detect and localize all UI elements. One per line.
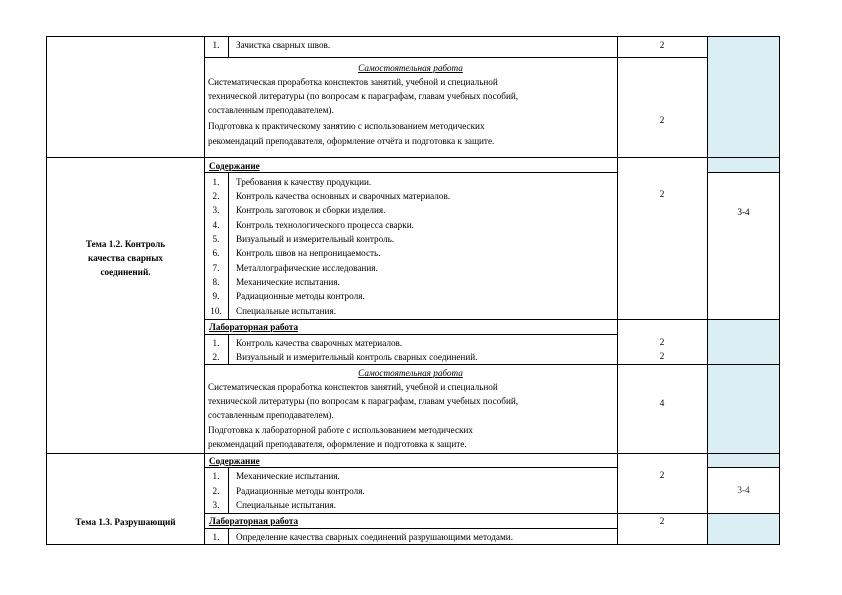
table-border <box>204 319 780 320</box>
item-number: 2. <box>212 486 220 496</box>
item-number: 2. <box>212 352 220 362</box>
item-number: 1. <box>212 177 220 187</box>
sr-hours: 4 <box>659 398 665 408</box>
table-border <box>707 36 708 545</box>
sr-hours: 2 <box>659 115 665 125</box>
item-text: Специальные испытания. <box>236 306 336 316</box>
item-text: Контроль качества основных и сварочных материалов. <box>236 191 451 201</box>
item-text: Контроль заготовок и сборки изделия. <box>236 205 386 215</box>
table-border <box>204 57 618 58</box>
level-cell-shade <box>708 453 779 467</box>
table-border <box>707 467 780 468</box>
item-text: Зачистка сварных швов. <box>236 40 331 50</box>
table-border <box>46 36 47 545</box>
table-border <box>617 57 707 58</box>
table-border <box>46 157 780 158</box>
table-border <box>228 36 229 57</box>
item-text: Контроль качества сварочных материалов. <box>236 338 403 348</box>
table-border <box>204 334 618 335</box>
table-border <box>228 528 229 544</box>
table-border <box>46 544 780 545</box>
item-number: 7. <box>212 263 220 273</box>
sr-line: составленным преподавателем). <box>208 410 334 420</box>
item-text: Радиационные методы контроля. <box>236 291 365 301</box>
item-number: 6. <box>212 248 220 258</box>
level-cell-shade <box>708 37 779 157</box>
lab-label: Лабораторная работа <box>209 516 299 526</box>
sr-line: Систематическая проработка конспектов занятий, учебной и специальной <box>208 382 498 392</box>
level-value: 3-4 <box>737 485 750 495</box>
item-hours: 2 <box>659 351 665 361</box>
sr-line: составленным преподавателем). <box>208 105 334 115</box>
item-text: Контроль швов на непроницаемость. <box>236 248 381 258</box>
item-text: Требования к качеству продукции. <box>236 177 372 187</box>
level-cell-shade <box>708 158 779 172</box>
item-text: Механические испытания. <box>236 471 340 481</box>
item-text: Определение качества сварных соединений разрушающими методами. <box>236 532 513 542</box>
table-border <box>204 467 618 468</box>
item-number: 3. <box>212 205 220 215</box>
table-border <box>228 334 229 364</box>
item-number: 8. <box>212 277 220 287</box>
content-hours: 2 <box>659 189 665 199</box>
item-number: 1. <box>212 471 220 481</box>
table-border <box>707 172 780 173</box>
level-cell-shade <box>708 319 779 364</box>
content-label: Содержание <box>209 161 260 171</box>
level-cell-shade <box>708 365 779 453</box>
sr-line: Подготовка к лабораторной работе с использованием методических <box>208 425 474 435</box>
item-number: 2. <box>212 191 220 201</box>
item-number: 4. <box>212 220 220 230</box>
table-border <box>228 172 229 319</box>
table-border <box>228 467 229 513</box>
sr-title: Самостоятельная работа <box>358 63 463 73</box>
table-border <box>46 453 780 454</box>
item-number: 5. <box>212 234 220 244</box>
table-border <box>46 36 780 37</box>
item-hours: 2 <box>659 337 665 347</box>
item-text: Металлографические исследования. <box>236 263 378 273</box>
content-hours: 2 <box>659 470 665 480</box>
item-hours: 2 <box>659 40 665 50</box>
item-text: Визуальный и измерительный контроль. <box>236 234 395 244</box>
item-text: Специальные испытания. <box>236 500 336 510</box>
item-number: 10. <box>210 306 222 316</box>
table-border <box>204 528 618 529</box>
item-text: Механические испытания. <box>236 277 340 287</box>
sr-line: технической литературы (по вопросам к параграфам, главам учебных пособий, <box>208 396 519 406</box>
sr-line: технической литературы (по вопросам к параграфам, главам учебных пособий, <box>208 91 519 101</box>
lab-label: Лабораторная работа <box>209 322 299 332</box>
table-border <box>204 364 780 365</box>
item-number: 1. <box>212 338 220 348</box>
content-label: Содержание <box>209 456 260 466</box>
tema-title: Тема 1.3. Разрушающий <box>75 517 176 527</box>
item-text: Радиационные методы контроля. <box>236 486 365 496</box>
item-number: 3. <box>212 500 220 510</box>
item-text: Визуальный и измерительный контроль сварных соединений. <box>236 352 478 362</box>
sr-line: Систематическая проработка конспектов занятий, учебной и специальной <box>208 77 498 87</box>
sr-line: Подготовка к практическому занятию с использованием методических <box>208 121 485 131</box>
lab-hours: 2 <box>659 516 665 526</box>
level-value: 3-4 <box>737 207 750 217</box>
item-text: Контроль технологического процесса сварки. <box>236 220 414 230</box>
table-border <box>204 172 618 173</box>
table-border <box>779 36 780 545</box>
sr-line: рекомендаций преподавателя, оформление отчёта и подготовка к защите. <box>208 136 495 146</box>
item-number: 9. <box>212 291 220 301</box>
item-number: 1. <box>212 532 220 542</box>
table-border <box>204 513 780 514</box>
tema-title: Тема 1.2. Контроль качества сварных соединений. <box>85 239 166 277</box>
sr-title: Самостоятельная работа <box>358 368 463 378</box>
sr-line: рекомендаций преподавателя, оформление и подготовка к защите. <box>208 439 467 449</box>
level-cell-shade <box>708 513 779 544</box>
item-number: 1. <box>212 40 220 50</box>
